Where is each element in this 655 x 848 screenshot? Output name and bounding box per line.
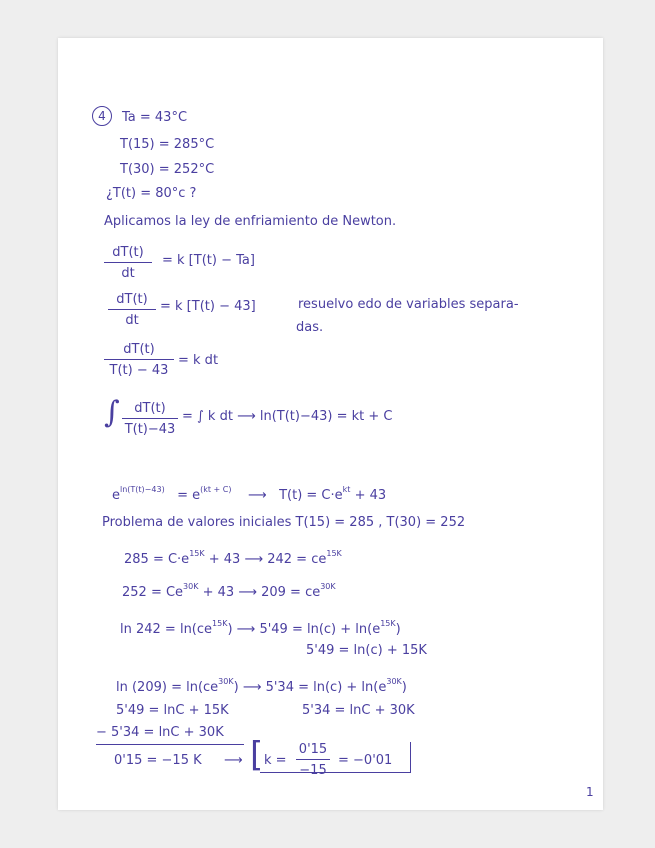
ivp-text: Problema de valores iniciales T(15) = 285 , T(30) = 252 bbox=[102, 515, 466, 530]
eq1-fraction bbox=[104, 245, 152, 281]
integral-sign: ∫ bbox=[104, 395, 120, 430]
log-3-c: ) bbox=[401, 680, 407, 695]
log-3-exp: 30K bbox=[218, 677, 234, 686]
eq4-numerator: dT(t) bbox=[122, 401, 178, 419]
given-t15: T(15) = 285°C bbox=[120, 137, 215, 152]
k-box bbox=[260, 742, 411, 773]
sys-b-exp2: 30K bbox=[320, 582, 336, 591]
sys-line-b bbox=[122, 583, 336, 599]
eq5-base-left: e bbox=[112, 488, 120, 503]
k-label: k = bbox=[264, 753, 287, 768]
eq5-exp-rhs: kt bbox=[342, 485, 351, 494]
eq5-exp-mid: (kt + C) bbox=[200, 485, 232, 494]
log-line-4-right: 5'34 = lnC + 30K bbox=[302, 703, 415, 718]
eq5-tail: + 43 bbox=[354, 488, 387, 503]
k-denominator: −15 bbox=[299, 763, 327, 778]
eq5-line bbox=[112, 486, 386, 502]
eq4-denominator: T(t)−43 bbox=[124, 422, 176, 437]
eq3-numerator: dT(t) bbox=[104, 342, 174, 360]
k-bracket: [ bbox=[250, 735, 264, 775]
subtract-result: 0'15 = −15 K bbox=[114, 753, 202, 768]
sys-a-exp2: 15K bbox=[326, 549, 342, 558]
subtract-line: − 5'34 = lnC + 30K bbox=[96, 725, 224, 740]
eq2-note-1: resuelvo edo de variables separa- bbox=[298, 297, 519, 312]
eq1-rhs: = k [T(t) − Ta] bbox=[162, 253, 255, 268]
eq3-fraction bbox=[104, 342, 174, 378]
problem-number-circle bbox=[92, 106, 112, 126]
log-1-b: ) ⟶ 5'49 = ln(c) + ln(e bbox=[227, 622, 381, 637]
question: ¿T(t) = 80°c ? bbox=[106, 186, 197, 201]
eq4-rhs: = ∫ k dt ⟶ ln(T(t)−43) = kt + C bbox=[182, 409, 393, 424]
log-1-a: ln 242 = ln(ce bbox=[120, 622, 213, 637]
given-t30: T(30) = 252°C bbox=[120, 162, 215, 177]
eq4-fraction bbox=[122, 401, 178, 437]
eq5-exp-left: ln(T(t)−43) bbox=[120, 485, 165, 494]
eq5-mid: = e bbox=[177, 488, 201, 503]
sys-b-left: 252 = Ce bbox=[122, 585, 184, 600]
eq2-denominator: dt bbox=[125, 313, 139, 328]
eq2-fraction bbox=[108, 292, 156, 328]
log-3-exp2: 30K bbox=[386, 677, 402, 686]
intro-text: Aplicamos la ley de enfriamiento de Newton. bbox=[104, 214, 397, 229]
subtract-arrow: ⟶ bbox=[224, 753, 243, 768]
eq3-rhs: = k dt bbox=[178, 353, 219, 368]
eq1-numerator: dT(t) bbox=[104, 245, 152, 263]
sys-line-a bbox=[124, 550, 342, 566]
sys-a-exp: 15K bbox=[189, 549, 205, 558]
log-1-exp2: 15K bbox=[380, 619, 396, 628]
k-value: = −0'01 bbox=[338, 753, 393, 768]
problem-number: 4 bbox=[92, 106, 112, 126]
eq2-note-2: das. bbox=[296, 320, 324, 335]
k-numerator: 0'15 bbox=[296, 742, 330, 760]
log-line-4-left: 5'49 = lnC + 15K bbox=[116, 703, 229, 718]
log-3-a: ln (209) = ln(ce bbox=[116, 680, 219, 695]
log-line-3 bbox=[116, 678, 407, 694]
log-1-exp: 15K bbox=[212, 619, 228, 628]
page-number: 1 bbox=[586, 785, 594, 799]
eq5-rhs: T(t) = C·e bbox=[279, 488, 343, 503]
log-line-1 bbox=[120, 620, 401, 636]
log-3-b: ) ⟶ 5'34 = ln(c) + ln(e bbox=[233, 680, 387, 695]
notebook-page bbox=[58, 38, 603, 810]
eq3-denominator: T(t) − 43 bbox=[109, 363, 169, 378]
eq1-denominator: dt bbox=[121, 266, 135, 281]
eq5-arrow: ⟶ bbox=[248, 488, 267, 503]
sys-a-mid: + 43 ⟶ 242 = ce bbox=[208, 552, 327, 567]
subtract-rule bbox=[96, 744, 244, 745]
sys-b-exp: 30K bbox=[183, 582, 199, 591]
eq2-numerator: dT(t) bbox=[108, 292, 156, 310]
sys-a-left: 285 = C·e bbox=[124, 552, 190, 567]
eq2-rhs: = k [T(t) − 43] bbox=[160, 299, 256, 314]
given-ta: Ta = 43°C bbox=[122, 110, 188, 125]
sys-b-mid: + 43 ⟶ 209 = ce bbox=[202, 585, 321, 600]
log-1-c: ) bbox=[395, 622, 401, 637]
log-line-2: 5'49 = ln(c) + 15K bbox=[306, 643, 427, 658]
